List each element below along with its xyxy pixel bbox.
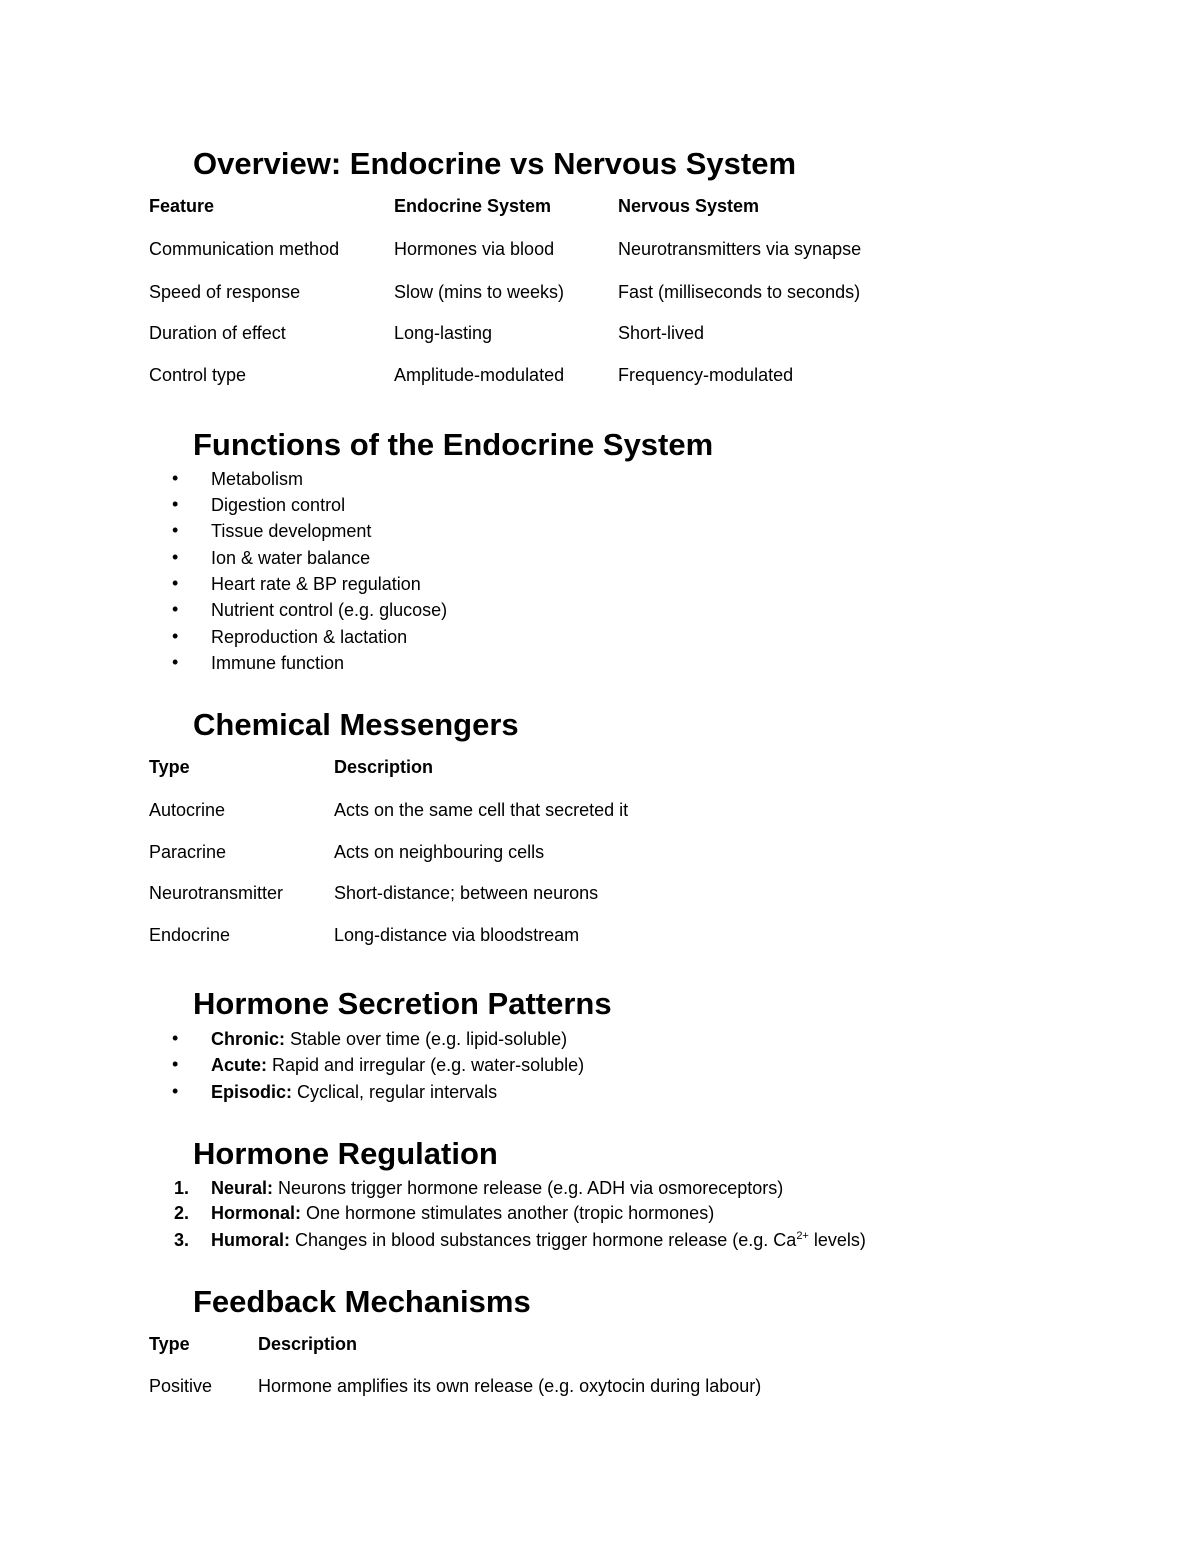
bullet-icon: •	[172, 626, 179, 646]
table-header: Endocrine System	[394, 196, 552, 216]
table-cell: Acts on the same cell that secreted it	[334, 800, 629, 820]
table-header: Type	[149, 1334, 190, 1354]
table-header: Description	[258, 1334, 358, 1354]
table-cell: Neurotransmitter	[149, 883, 284, 903]
table-header: Feature	[149, 196, 215, 216]
bullet-icon: •	[172, 573, 179, 593]
table-cell: Frequency-modulated	[618, 365, 794, 385]
table-cell: Endocrine	[149, 925, 231, 945]
bullet-icon: •	[172, 1081, 179, 1101]
table-cell: Autocrine	[149, 800, 226, 820]
table-cell: Communication method	[149, 239, 340, 259]
table-header: Nervous System	[618, 196, 760, 216]
table-cell: Hormone amplifies its own release (e.g. oxytocin during labour)	[258, 1376, 762, 1396]
bullet-icon: •	[172, 468, 179, 488]
table-cell: Long-lasting	[394, 323, 493, 343]
bullet-icon: •	[172, 520, 179, 540]
table-cell: Paracrine	[149, 842, 227, 862]
table-cell: Amplitude-modulated	[394, 365, 565, 385]
table-cell: Positive	[149, 1376, 213, 1396]
bullet-icon: •	[172, 599, 179, 619]
table-cell: Acts on neighbouring cells	[334, 842, 545, 862]
table-cell: Control type	[149, 365, 247, 385]
table-cell: Fast (milliseconds to seconds)	[618, 282, 861, 302]
table-cell: Duration of effect	[149, 323, 286, 343]
bullet-icon: •	[172, 1028, 179, 1048]
feedback-title: Feedback Mechanisms	[193, 1284, 531, 1319]
table-header: Description	[334, 757, 434, 777]
table-cell: Short-lived	[618, 323, 705, 343]
overview-title: Overview: Endocrine vs Nervous System	[193, 146, 797, 181]
table-cell: Speed of response	[149, 282, 301, 302]
messengers-title: Chemical Messengers	[193, 707, 519, 742]
functions-title: Functions of the Endocrine System	[193, 427, 714, 462]
table-cell: Neurotransmitters via synapse	[618, 239, 862, 259]
table-cell: Slow (mins to weeks)	[394, 282, 565, 302]
table-cell: Short-distance; between neurons	[334, 883, 599, 903]
table-header: Type	[149, 757, 190, 777]
bullet-icon: •	[172, 1054, 179, 1074]
table-cell: Hormones via blood	[394, 239, 555, 259]
secretion-title: Hormone Secretion Patterns	[193, 986, 612, 1021]
bullet-icon: •	[172, 494, 179, 514]
table-cell: Long-distance via bloodstream	[334, 925, 580, 945]
bullet-icon: •	[172, 547, 179, 567]
bullet-icon: •	[172, 652, 179, 672]
regulation-title: Hormone Regulation	[193, 1136, 498, 1171]
